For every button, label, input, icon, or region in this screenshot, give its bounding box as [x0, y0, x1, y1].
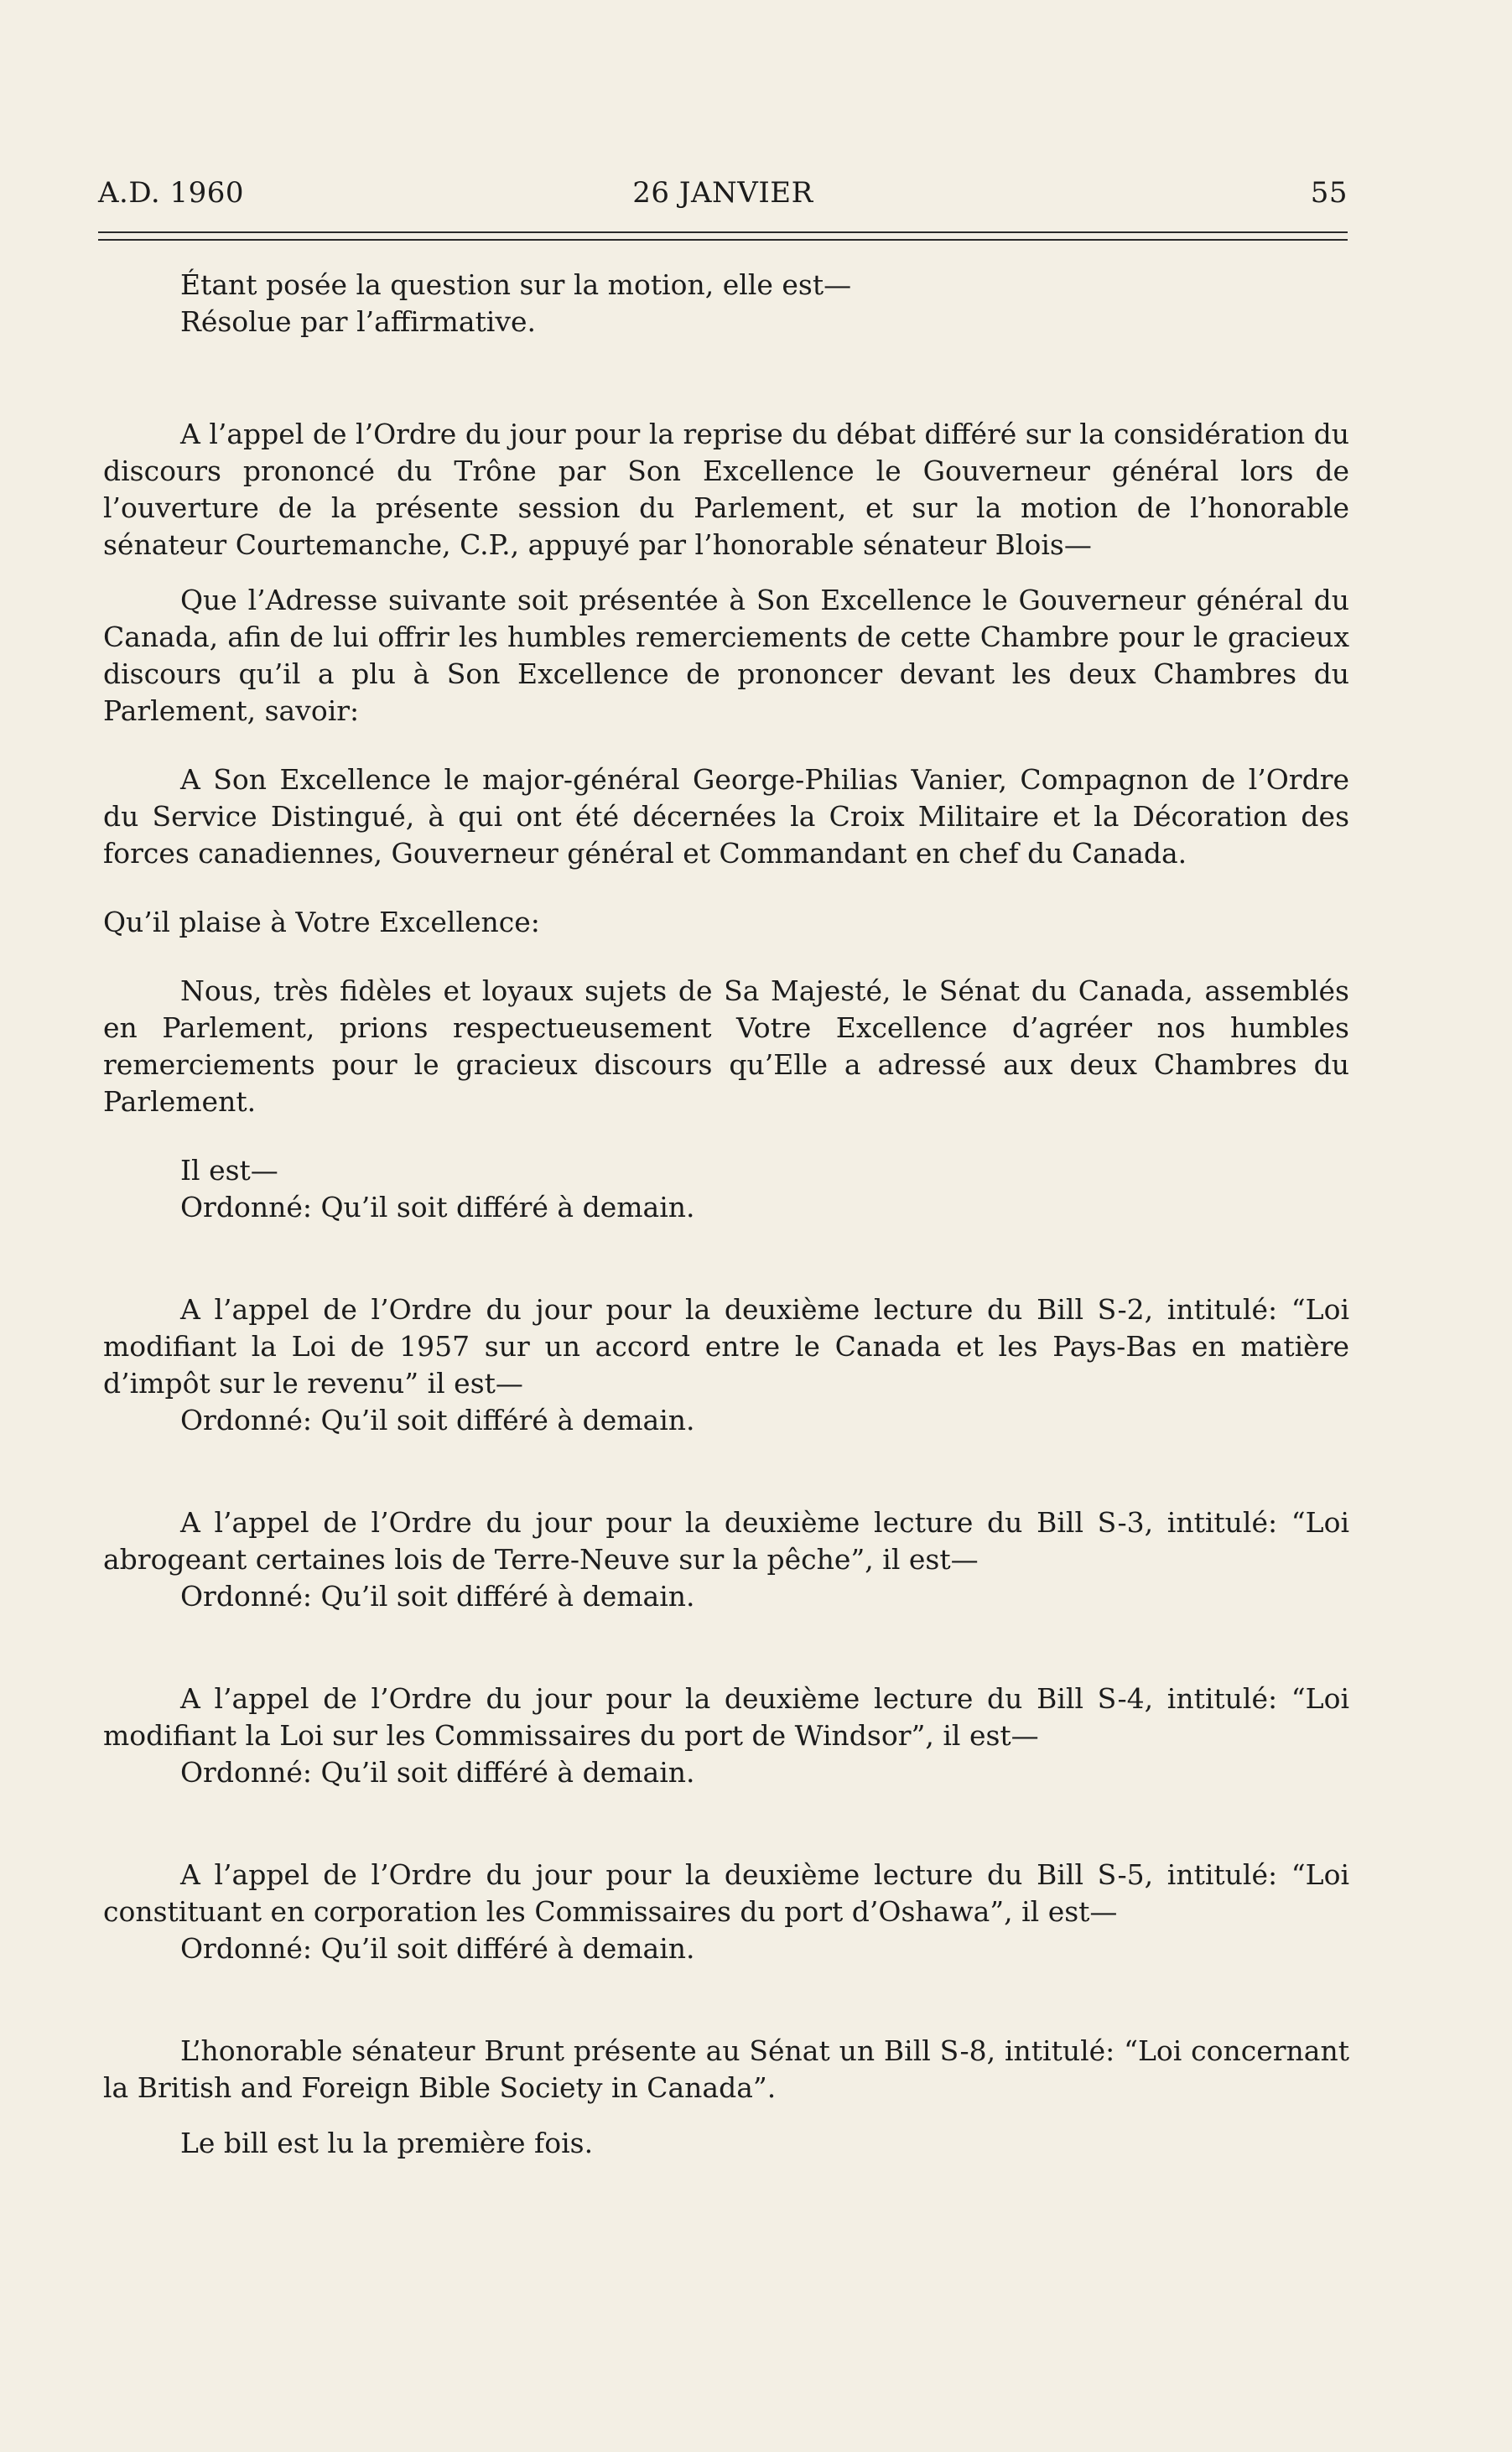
page-header	[98, 172, 1348, 214]
paragraph: A l’appel de l’Ordre du jour pour la deuxième lecture du Bill S-2, intitulé: “Loi modifiant la Loi de 1957 sur un accord entre le Canada et les Pays-Bas en matière d’impôt sur le revenu” il est—	[103, 1293, 1349, 1400]
paragraph: Qu’il plaise à Votre Excellence:	[103, 906, 540, 938]
paragraph: A l’appel de l’Ordre du jour pour la deuxième lecture du Bill S-3, intitulé: “Loi abrogeant certaines lois de Terre-Neuve sur la pêche”, il est—	[103, 1506, 1349, 1576]
page-number: 55	[1310, 176, 1348, 210]
paragraph: Ordonné: Qu’il soit différé à demain.	[180, 1191, 695, 1223]
header-rule-bottom	[98, 239, 1348, 241]
paragraph: Ordonné: Qu’il soit différé à demain.	[180, 1756, 695, 1789]
paragraph: Le bill est lu la première fois.	[180, 2127, 594, 2159]
header-year: A.D. 1960	[98, 176, 245, 210]
paragraph: Il est—	[180, 1154, 278, 1187]
paragraph: A l’appel de l’Ordre du jour pour la deuxième lecture du Bill S-4, intitulé: “Loi modifiant la Loi sur les Commissaires du port de Windsor”, il est—	[103, 1682, 1349, 1752]
paragraph: Ordonné: Qu’il soit différé à demain.	[180, 1404, 695, 1436]
paragraph: Étant posée la question sur la motion, elle est—	[180, 268, 852, 301]
paragraph: Ordonné: Qu’il soit différé à demain.	[180, 1580, 695, 1613]
paragraph: Résolue par l’affirmative.	[180, 305, 537, 338]
paragraph: A l’appel de l’Ordre du jour pour la reprise du débat différé sur la considération du discours prononcé du Trône par Son Excellence le Gouverneur général lors de l’ouverture de la présente session du Parlement, et sur la motion de l’honorable sénateur Courtemanche, C.P., appuyé par l’honorable sénateur Blois—	[103, 418, 1349, 561]
paragraph: A l’appel de l’Ordre du jour pour la deuxième lecture du Bill S-5, intitulé: “Loi constituant en corporation les Commissaires du port d’Oshawa”, il est—	[103, 1858, 1349, 1928]
paragraph: L’honorable sénateur Brunt présente au Sénat un Bill S-8, intitulé: “Loi concernant la British and Foreign Bible Society in Canada”.	[103, 2034, 1349, 2104]
paragraph: A Son Excellence le major-général George-Philias Vanier, Compagnon de l’Ordre du Service Distingué, à qui ont été décernées la Croix Militaire et la Décoration des forces canadiennes, Gouverneur général et Commandant en chef du Canada.	[103, 763, 1349, 870]
header-date: 26 JANVIER	[632, 176, 813, 210]
paragraph: Ordonné: Qu’il soit différé à demain.	[180, 1932, 695, 1965]
header-rule-top	[98, 231, 1348, 233]
page-body	[103, 267, 1349, 2162]
paragraph: Que l’Adresse suivante soit présentée à Son Excellence le Gouverneur général du Canada, afin de lui offrir les humbles remerciements de cette Chambre pour le gracieux discours qu’il a plu à Son Excellence de prononcer devant les deux Chambres du Parlement, savoir:	[103, 584, 1349, 727]
paragraph: Nous, très fidèles et loyaux sujets de Sa Majesté, le Sénat du Canada, assemblés en Parlement, prions respectueusement Votre Excellence d’agréer nos humbles remerciements pour le gracieux discours qu’Elle a adressé aux deux Chambres du Parlement.	[103, 974, 1349, 1118]
